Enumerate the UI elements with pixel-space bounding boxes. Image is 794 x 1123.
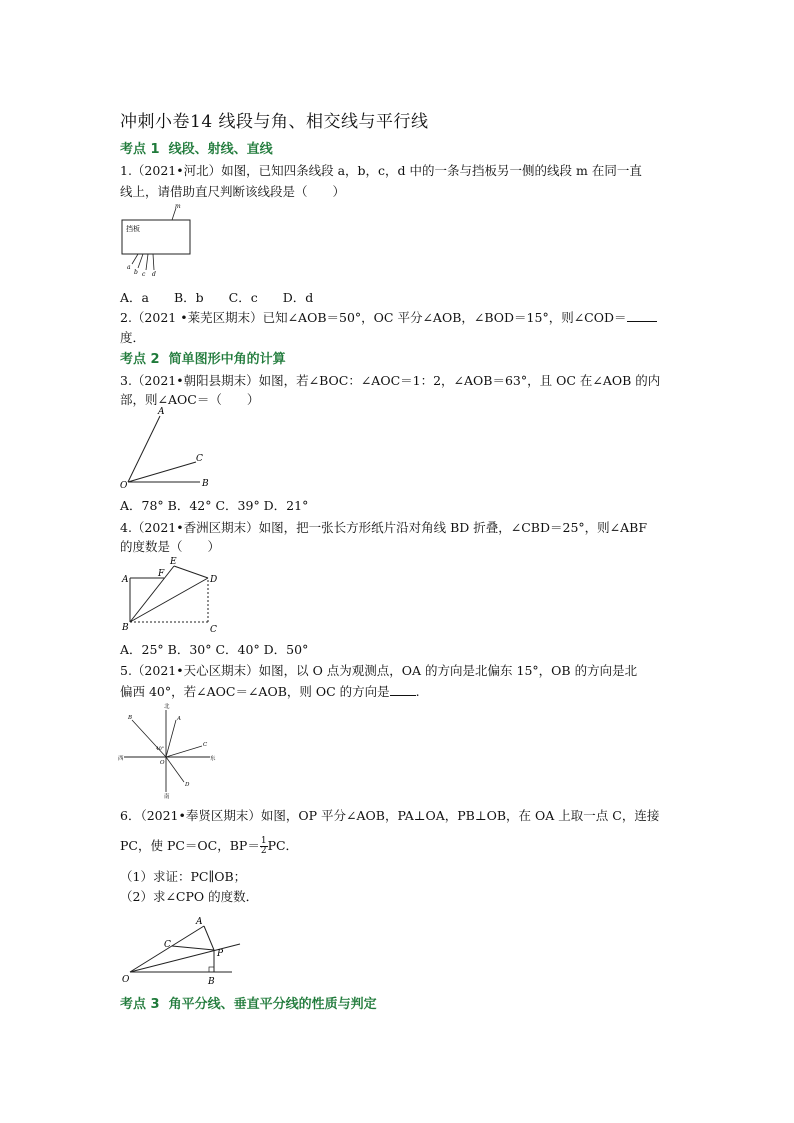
answer-blank — [390, 683, 416, 696]
label-B: B — [202, 479, 209, 489]
label-C: C — [203, 742, 208, 748]
label-b: b — [134, 269, 138, 276]
q6-subquestion-1: （1）求证：PC∥OB； — [120, 869, 247, 884]
segment-c — [146, 254, 148, 270]
label-m: m — [175, 203, 181, 210]
label-north: 北 — [164, 704, 170, 710]
label-C: C — [196, 454, 203, 464]
fraction-one-half — [260, 837, 268, 856]
q1-choices: A．a B．b C．c D．d — [120, 290, 314, 305]
segment-PC — [172, 946, 214, 950]
label-A: A — [196, 917, 203, 927]
q6-text-line2 — [120, 836, 298, 856]
label-E: E — [170, 557, 177, 567]
label-a: a — [127, 264, 131, 271]
q3-text-line2: 部，则∠AOC＝（ ） — [120, 392, 260, 407]
q4-choices: A．25° B．30° C．40° D．50° — [120, 642, 309, 657]
right-angle-B — [209, 967, 214, 972]
q6-subquestion-2: （2）求∠CPO 的度数． — [120, 889, 259, 904]
q1-text-line1: 1.（2021•河北）如图，已知四条线段 a，b，c，d 中的一条与挡板另一侧的线段 m 在同一直 — [120, 163, 642, 178]
label-F: F — [158, 569, 165, 579]
q1-figure — [118, 202, 208, 280]
ray-OP — [130, 944, 240, 972]
angle-label: 40° — [156, 747, 164, 752]
ray-OA — [166, 720, 176, 757]
section-label: 考点 3 — [120, 997, 160, 1012]
q2-text: 2.（2021 •莱芜区期末）已知∠AOB＝50°，OC 平分∠AOB，∠BOD＝15°，则∠COD＝ — [120, 310, 627, 325]
q5-text-line2 — [120, 682, 420, 700]
segment-b — [138, 254, 143, 268]
ray-OC — [166, 746, 202, 757]
q4-figure — [118, 556, 228, 636]
label-C: C — [210, 625, 217, 635]
section-heading-1 — [120, 138, 273, 157]
segment-a — [132, 254, 138, 264]
segment-d — [153, 254, 154, 270]
fraction-denominator: 2 — [260, 846, 267, 856]
diagonal-BD — [130, 578, 208, 622]
q6-figure — [118, 914, 248, 988]
label-south: 南 — [164, 794, 170, 800]
fraction-numerator: 1 — [260, 836, 267, 846]
section-label: 考点 1 — [120, 142, 160, 157]
section-name: 线段、射线、直线 — [168, 142, 273, 157]
q6-text-line1: 6．（2021•奉贤区期末）如图，OP 平分∠AOB，PA⊥OA，PB⊥OB，在 OA 上取一点 C，连接 — [120, 808, 660, 823]
q2-text-line2: 度． — [120, 330, 146, 345]
segment-PA — [204, 926, 214, 950]
label-B: B — [128, 715, 133, 721]
section-name: 角平分线、垂直平分线的性质与判定 — [168, 997, 377, 1012]
board-label: 挡板 — [126, 225, 140, 233]
section-label: 考点 2 — [120, 352, 160, 367]
label-P: P — [217, 949, 224, 959]
label-O: O — [160, 760, 165, 766]
label-A: A — [122, 575, 129, 585]
section-heading-2 — [120, 348, 286, 367]
q3-text-line1: 3.（2021•朝阳县期末）如图，若∠BOC：∠AOC＝1：2，∠AOB＝63°，且 OC 在∠AOB 的内 — [120, 373, 661, 388]
label-c: c — [142, 271, 146, 278]
ray-OD — [166, 757, 184, 782]
label-D: D — [185, 782, 190, 788]
q6-text-pre: PC，使 PC＝OC，BP＝ — [120, 838, 260, 853]
label-O: O — [120, 481, 128, 491]
q4-text-line1: 4.（2021•香洲区期末）如图，把一张长方形纸片沿对角线 BD 折叠，∠CBD＝25°，则∠ABF — [120, 520, 648, 535]
q6-text-post: PC． — [267, 838, 299, 853]
folded-ED — [174, 566, 208, 578]
q3-figure — [118, 408, 218, 490]
q1-text-line2: 线上，请借助直尺判断该线段是（ ） — [120, 184, 346, 199]
section-heading-3 — [120, 993, 377, 1012]
q2-text-line1 — [120, 308, 657, 326]
q3-choices: A．78° B．42° C．39° D．21° — [120, 498, 309, 513]
label-west: 西 — [118, 756, 124, 762]
label-O: O — [122, 975, 130, 985]
label-B: B — [208, 977, 215, 987]
label-d: d — [152, 271, 156, 278]
label-A: A — [177, 716, 181, 722]
q5-period: . — [415, 684, 420, 699]
answer-blank — [627, 309, 657, 322]
label-east: 东 — [210, 756, 216, 762]
section-name: 简单图形中角的计算 — [168, 352, 286, 367]
label-D: D — [210, 575, 218, 585]
ray-OA — [128, 416, 160, 482]
q5-text-line1: 5.（2021•天心区期末）如图，以 O 点为观测点，OA 的方向是北偏东 15°，OB 的方向是北 — [120, 663, 638, 678]
page-title: 冲刺小卷14 线段与角、相交线与平行线 — [120, 112, 429, 132]
label-A: A — [158, 407, 165, 417]
q4-text-line2: 的度数是（ ） — [120, 539, 221, 554]
ray-OC — [128, 462, 196, 482]
q5-text: 偏西 40°，若∠AOC＝∠AOB，则 OC 的方向是 — [120, 684, 390, 699]
q5-figure — [118, 702, 218, 798]
label-C: C — [164, 940, 171, 950]
label-B: B — [122, 623, 129, 633]
folded-BE — [130, 566, 174, 622]
